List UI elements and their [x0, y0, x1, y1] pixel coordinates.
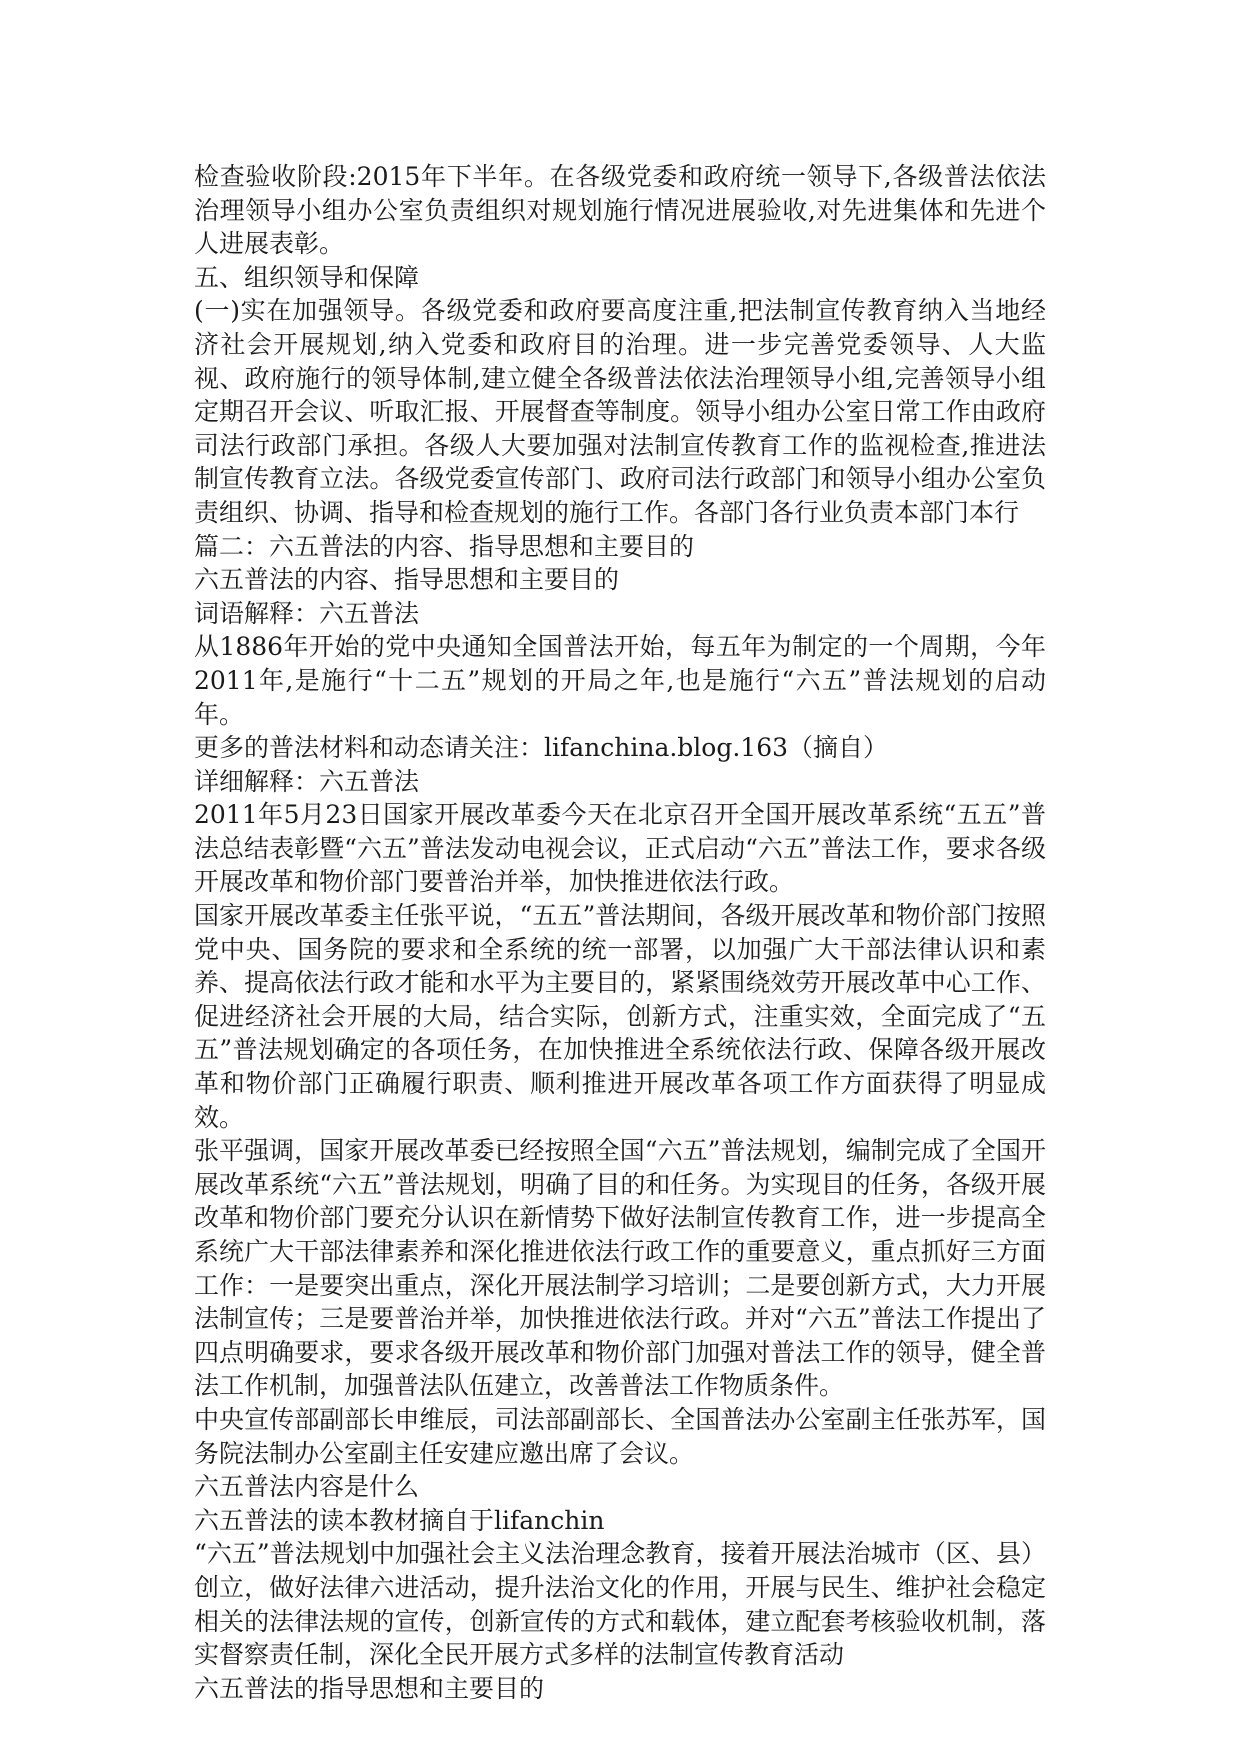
paragraph-zhang-ping-said: 国家开展改革委主任张平说，“五五”普法期间，各级开展改革和物价部门按照党中央、国务院的要求和全系统的统一部署，以加强广大干部法律认识和素养、提高依法行政才能和水平为主要目的，紧紧围绕效劳开展改革中心工作、促进经济社会开展的大局，结合实际，创新方式，注重实效，全面完成了“五五”普法规划确定的各项任务，在加快推进全系统依法行政、保障各级开展改革和物价部门正确履行职责、顺利推进开展改革各项工作方面获得了明显成效。 — [194, 901, 1046, 1132]
heading-detailed-explanation: 详细解释：六五普法 — [194, 766, 420, 796]
paragraph-attendees: 中央宣传部副部长申维辰，司法部副部长、全国普法办公室副主任张苏军，国务院法制办公室副主任安建应邀出席了会议。 — [194, 1404, 1046, 1468]
paragraph-meeting: 2011年5月23日国家开展改革委今天在北京召开全国开展改革系统“五五”普法总结表彰暨“六五”普法发动电视会议，正式启动“六五”普法工作，要求各级开展改革和物价部门要普治并举，加快推进依法行政。 — [194, 800, 1046, 897]
heading-part-two: 篇二：六五普法的内容、指导思想和主要目的 — [194, 531, 695, 561]
heading-what-content: 六五普法内容是什么 — [194, 1472, 420, 1502]
paragraph-leadership: (一)实在加强领导。各级党委和政府要高度注重,把法制宣传教育纳入当地经济社会开展规划,纳入党委和政府目的治理。进一步完善党委领导、人大监视、政府施行的领导体制,建立健全各级普法依法治理领导小组,完善领导小组定期召开会议、听取汇报、开展督查等制度。领导小组办公室日常工作由政府司法行政部门承担。各级人大要加强对法制宣传教育工作的监视检查,推进法制宣传教育立法。各级党委宣传部门、政府司法行政部门和领导小组办公室负责组织、协调、指导和检查规划的施行工作。各部门各行业负责本部门本行 — [194, 296, 1046, 527]
heading-organization: 五、组织领导和保障 — [194, 262, 420, 292]
paragraph-inspection-stage: 检查验收阶段:2015年下半年。在各级党委和政府统一领导下,各级普法依法治理领导小组办公室负责组织对规划施行情况进展验收,对先进集体和先进个人进展表彰。 — [194, 162, 1046, 259]
paragraph-plan-content: “六五”普法规划中加强社会主义法治理念教育，接着开展法治城市（区、县）创立，做好法律六进活动，提升法治文化的作用，开展与民生、维护社会稳定相关的法律法规的宣传，创新宣传的方式和载体，建立配套考核验收机制，落实督察责任制，深化全民开展方式多样的法制宣传教育活动 — [194, 1539, 1046, 1670]
heading-guiding-ideology: 六五普法的指导思想和主要目的 — [194, 1673, 545, 1703]
paragraph-more-info: 更多的普法材料和动态请关注：lifanchina.blog.163（摘自） — [194, 733, 889, 763]
paragraph-textbook: 六五普法的读本教材摘自于lifanchin — [194, 1505, 605, 1535]
heading-content-guideline: 六五普法的内容、指导思想和主要目的 — [194, 565, 620, 595]
paragraph-zhang-ping-emphasized: 张平强调，国家开展改革委已经按照全国“六五”普法规划，编制完成了全国开展改革系统“六五”普法规划，明确了目的和任务。为实现目的任务，各级开展改革和物价部门要充分认识在新情势下做好法制宣传教育工作，进一步提高全系统广大干部法律素养和深化推进依法行政工作的重要意义，重点抓好三方面工作：一是要突出重点，深化开展法制学习培训；二是要创新方式，大力开展法制宣传；三是要普治并举，加快推进依法行政。并对“六五”普法工作提出了四点明确要求，要求各级开展改革和物价部门加强对普法工作的领导，健全普法工作机制，加强普法队伍建立，改善普法工作物质条件。 — [194, 1136, 1046, 1401]
paragraph-history: 从1886年开始的党中央通知全国普法开始，每五年为制定的一个周期，今年2011年,是施行“十二五”规划的开局之年,也是施行“六五”普法规划的启动年。 — [194, 632, 1046, 729]
heading-term-explanation: 词语解释：六五普法 — [194, 598, 420, 628]
document-body — [194, 160, 1046, 1705]
